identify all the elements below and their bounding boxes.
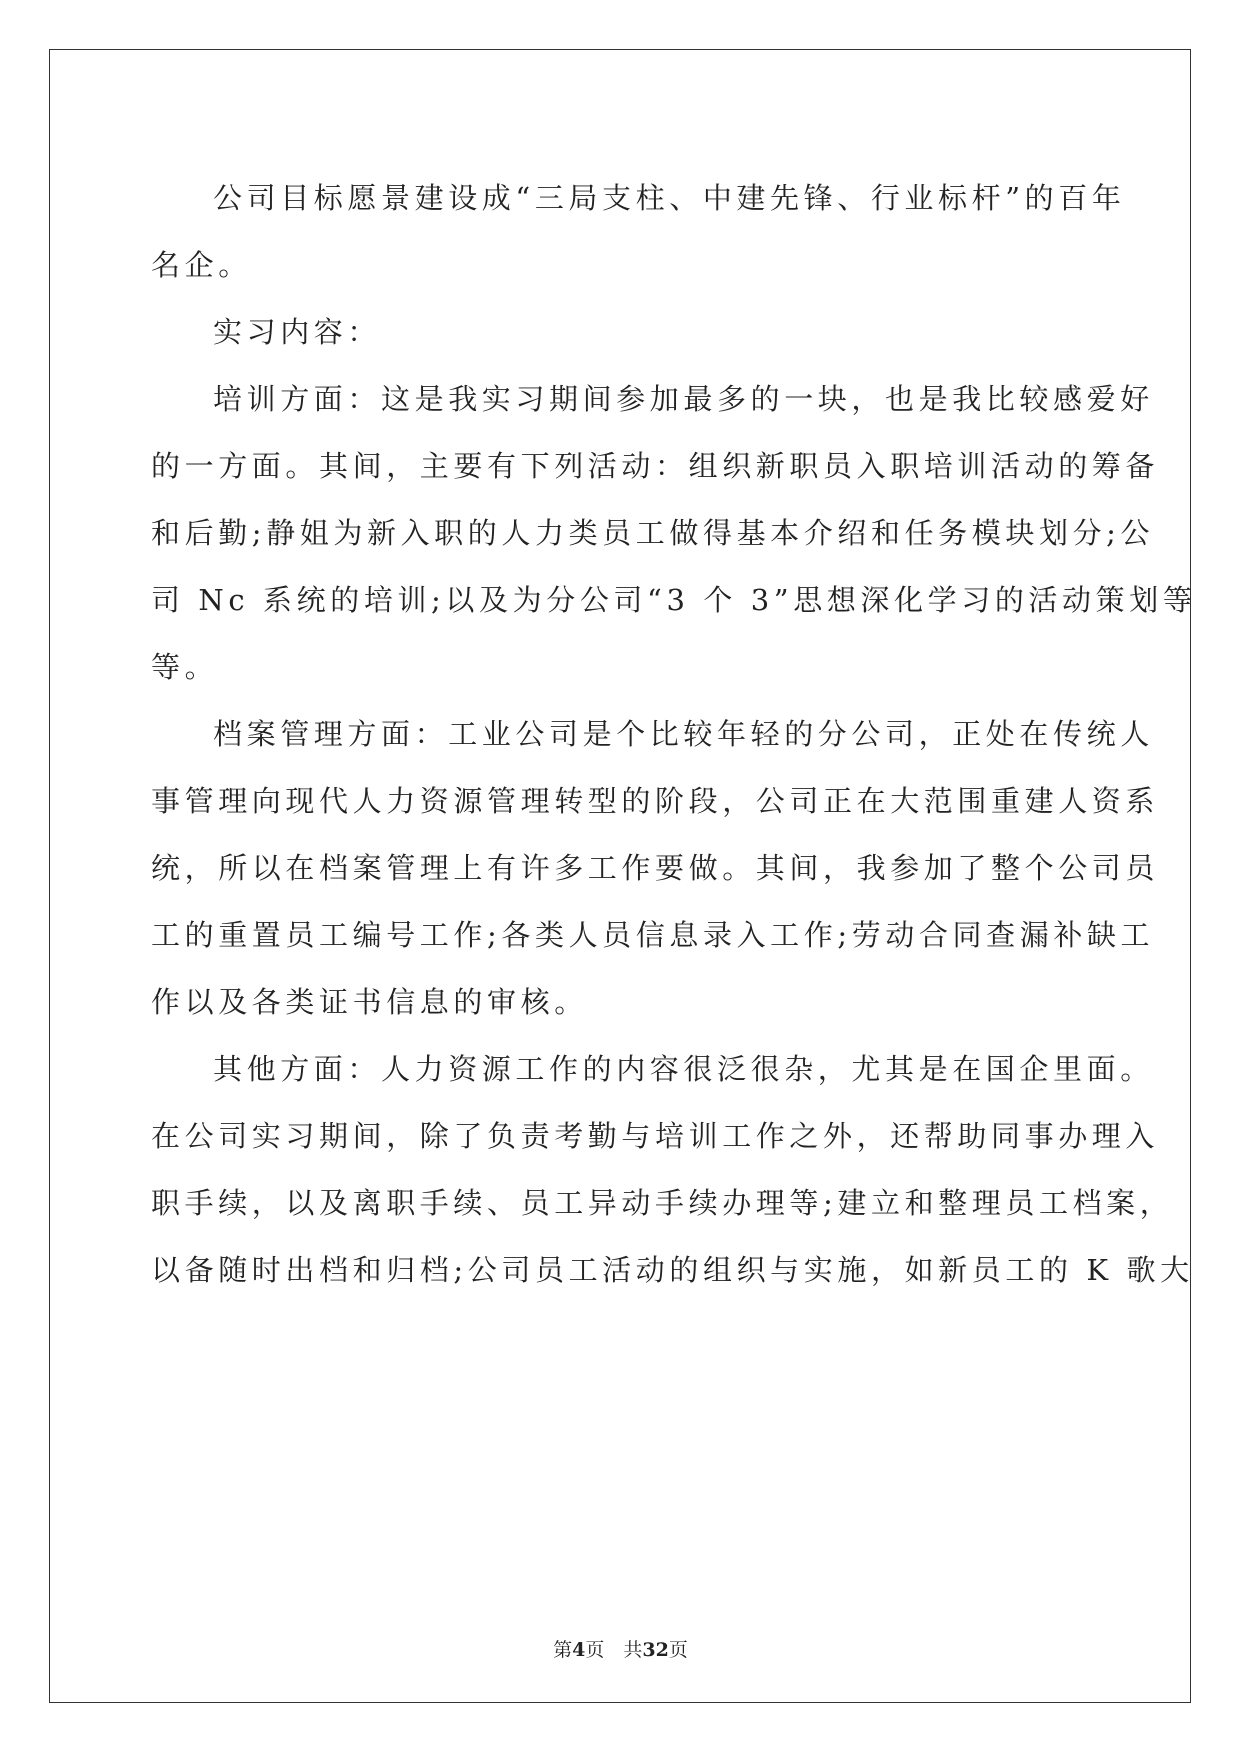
text-line: 职手续，以及离职手续、员工异动手续办理等;建立和整理员工档案，	[151, 1186, 1174, 1220]
page-total-number: 32	[642, 1639, 669, 1661]
text-line: 的一方面。其间，主要有下列活动：组织新职员入职培训活动的筹备	[151, 449, 1160, 483]
page-prefix: 第	[553, 1639, 573, 1661]
text-line: 在公司实习期间，除了负责考勤与培训工作之外，还帮助同事办理入	[151, 1119, 1160, 1153]
text-line: 以备随时出档和归档;公司员工活动的组织与实施，如新员工的 K 歌大	[151, 1253, 1194, 1287]
text-line: 实习内容：	[213, 315, 382, 349]
paragraph-internship-heading	[151, 299, 1091, 366]
text-line: 统，所以在档案管理上有许多工作要做。其间，我参加了整个公司员	[151, 851, 1160, 885]
page-suffix: 页	[668, 1639, 688, 1661]
text-line: 培训方面：这是我实习期间参加最多的一块，也是我比较感爱好	[213, 382, 1154, 416]
text-line: 事管理向现代人力资源管理转型的阶段，公司正在大范围重建人资系	[151, 784, 1160, 818]
page-mid-text: 页 共	[585, 1639, 643, 1661]
page-number-footer	[0, 1635, 1241, 1662]
page-current-number: 4	[572, 1639, 586, 1661]
document-body	[151, 165, 1197, 1304]
paragraph-archive-management	[151, 701, 1160, 1036]
text-line: 司 Nc 系统的培训;以及为分公司“3 个 3”思想深化学习的活动策划等	[151, 583, 1197, 617]
text-line: 其他方面：人力资源工作的内容很泛很杂，尤其是在国企里面。	[213, 1052, 1154, 1086]
text-line: 和后勤;静姐为新入职的人力类员工做得基本介绍和任务模块划分;公	[151, 516, 1155, 550]
text-line: 工的重置员工编号工作;各类人员信息录入工作;劳动合同查漏补缺工	[151, 918, 1155, 952]
paragraph-other-aspects	[151, 1036, 1194, 1304]
text-line: 等。	[151, 650, 219, 684]
paragraph-training	[151, 366, 1197, 701]
paragraph-vision	[151, 165, 1126, 299]
text-line: 作以及各类证书信息的审核。	[151, 985, 588, 1019]
text-line: 公司目标愿景建设成“三局支柱、中建先锋、行业标杆”的百年	[213, 181, 1126, 215]
text-line: 名企。	[151, 248, 252, 282]
text-line: 档案管理方面：工业公司是个比较年轻的分公司，正处在传统人	[213, 717, 1154, 751]
